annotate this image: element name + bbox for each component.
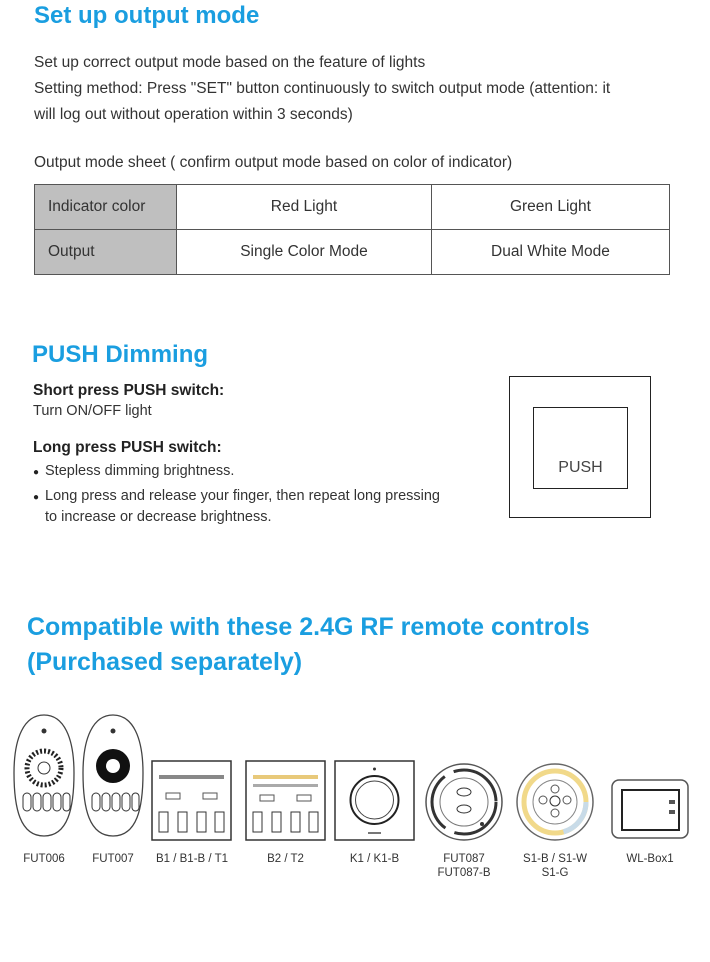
device-wl-box1 xyxy=(610,778,690,840)
device-fut006 xyxy=(12,713,76,843)
bullet-item xyxy=(45,486,440,507)
long-press-heading: Long press PUSH switch: xyxy=(33,439,222,456)
device-k1 xyxy=(334,760,415,841)
device-b1 xyxy=(151,760,232,841)
push-label: PUSH xyxy=(558,459,603,476)
push-switch-illustration xyxy=(509,376,651,518)
device-label: B2 / T2 xyxy=(267,853,304,865)
table-row xyxy=(35,185,670,230)
device-label-2: S1-G xyxy=(541,867,569,879)
compat-title-line-1: Compatible with these 2.4G RF remote controls xyxy=(27,613,590,641)
device-fut087 xyxy=(424,762,504,842)
device-label: FUT087 xyxy=(443,853,485,865)
short-press-text: Turn ON/OFF light xyxy=(33,403,152,419)
device-label: WL-Box1 xyxy=(626,853,674,865)
table-cell: Green Light xyxy=(431,185,669,230)
device-b2 xyxy=(245,760,326,841)
section-title-output-mode: Set up output mode xyxy=(34,2,260,29)
output-mode-line-1: Set up correct output mode based on the feature of lights xyxy=(34,54,426,71)
table-row xyxy=(35,230,670,275)
device-label: B1 / B1-B / T1 xyxy=(155,853,228,865)
remote-knob-icon xyxy=(81,713,145,840)
table-cell: Single Color Mode xyxy=(177,230,432,275)
bullet-text: Stepless dimming brightness. xyxy=(45,463,235,479)
round-remote-icon xyxy=(424,762,504,842)
device-label: S1-B / S1-W xyxy=(523,853,587,865)
bullet-continuation: to increase or decrease brightness. xyxy=(45,509,272,525)
sheet-caption: Output mode sheet ( confirm output mode based on color of indicator) xyxy=(34,154,513,171)
output-mode-line-2: Setting method: Press "SET" button continuously to switch output mode (attention: it xyxy=(34,80,611,97)
device-fut007 xyxy=(81,713,145,843)
device-label: FUT006 xyxy=(23,853,65,865)
output-mode-table xyxy=(34,184,670,275)
compat-title-line-2: (Purchased separately) xyxy=(27,648,303,676)
knob-panel-icon xyxy=(334,760,415,841)
short-press-heading: Short press PUSH switch: xyxy=(33,382,225,399)
remote-wheel-icon xyxy=(12,713,76,840)
device-label-2: FUT087-B xyxy=(437,867,491,879)
panel-b1-icon xyxy=(151,760,232,841)
push-button xyxy=(533,407,628,489)
section-title-push-dimming: PUSH Dimming xyxy=(32,341,209,368)
device-label: K1 / K1-B xyxy=(349,853,400,865)
table-cell: Dual White Mode xyxy=(431,230,669,275)
panel-b2-icon xyxy=(245,760,326,841)
bullet-text: Long press and release your finger, then repeat long pressing xyxy=(45,488,440,504)
bullet-item xyxy=(45,461,234,482)
table-header-cell: Output xyxy=(35,230,177,275)
output-mode-line-3: will log out without operation within 3 seconds) xyxy=(34,106,353,123)
round-panel-icon xyxy=(515,762,595,842)
device-s1 xyxy=(515,762,595,842)
table-cell: Red Light xyxy=(177,185,432,230)
device-label: FUT007 xyxy=(92,853,134,865)
table-header-cell: Indicator color xyxy=(35,185,177,230)
box-icon xyxy=(610,778,690,840)
